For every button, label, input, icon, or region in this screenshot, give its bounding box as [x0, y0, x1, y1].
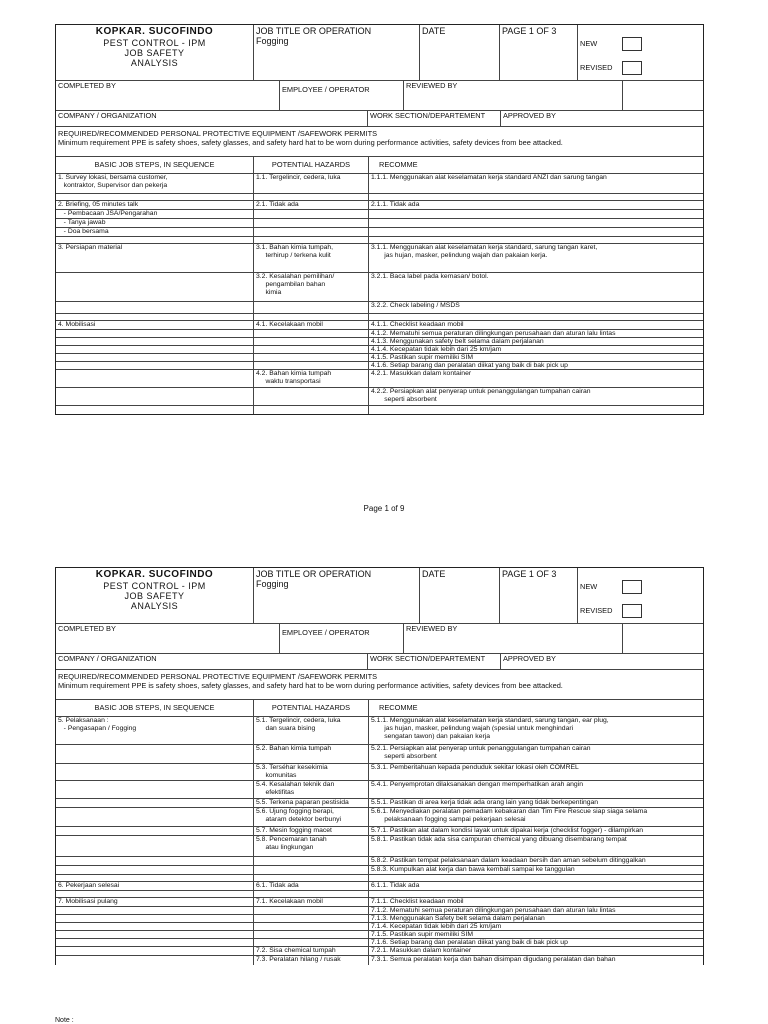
form-header [56, 25, 703, 81]
table-row [56, 244, 703, 273]
hazard-cell: 2.1. Tidak ada [254, 201, 369, 209]
column-headers [56, 157, 703, 174]
hazard-cell: 5.4. Kesalahan teknik dan efektifitas [254, 781, 369, 798]
jsa-rows [56, 717, 703, 965]
recommendation-cell: 7.1.4. Kecepatan tidak lebih dari 25 km/jam [371, 923, 502, 930]
hazard-cell [254, 939, 369, 946]
table-row [56, 302, 703, 314]
hazard-cell [254, 194, 369, 200]
hazard-cell [254, 314, 369, 320]
job-step-cell [56, 764, 254, 780]
recommendation-cell: 3.2.2. Check labeling / MSDS [371, 302, 460, 309]
job-step-cell [56, 302, 254, 313]
recommendation-cell: 7.2.1. Masukkan dalam kontainer [371, 947, 472, 954]
table-row [56, 799, 703, 808]
hazard-cell [254, 875, 369, 881]
job-step-cell [56, 931, 254, 938]
doc-title-1: JOB SAFETY [124, 590, 185, 601]
employee-operator: EMPLOYEE / OPERATOR [280, 81, 404, 110]
hazard-cell: 5.1. Tergelincir, cedera, luka dan suara bising [254, 717, 369, 744]
doc-title-2: ANALYSIS [130, 58, 179, 69]
job-step-cell [56, 915, 254, 922]
hazard-cell [254, 931, 369, 938]
job-step-cell [56, 237, 254, 243]
table-row [56, 857, 703, 866]
approved-by: APPROVED BY [503, 654, 556, 663]
hazard-cell [254, 302, 369, 313]
job-step-cell [56, 406, 254, 414]
table-row [56, 956, 703, 965]
company-name: KOPKAR. SUCOFINDO [95, 26, 214, 37]
recommendation-cell: 5.1.1. Menggunakan alat keselamatan kerja standard, sarung tangan, ear plug, jas hujan, masker, pelindung wajah (spesial untuk menghindari sengatan tawon) dan pakaian kerja [371, 717, 609, 740]
status-cell [578, 25, 703, 80]
job-step-cell [56, 907, 254, 914]
table-row [56, 201, 703, 210]
hazard-cell: 5.5. Terkena paparan pestisida [254, 799, 369, 807]
recommendation-cell [369, 194, 703, 200]
recommendation-cell: 4.2.1. Masukkan dalam kontainer [371, 370, 472, 377]
table-row [56, 745, 703, 764]
table-row [56, 947, 703, 956]
company-name: KOPKAR. SUCOFINDO [95, 569, 214, 580]
signoff-row [56, 624, 703, 654]
hazard-cell [254, 228, 369, 236]
new-label: NEW [580, 38, 598, 48]
recommendation-cell: 5.3.1. Pemberitahuan kepada penduduk sekitar lokasi oleh COMREL [371, 764, 579, 771]
recommendation-cell: 4.1.2. Mematuhi semua peraturan dilingkungan perusahaan dan aturan lalu lintas [371, 330, 616, 337]
hazard-cell [254, 362, 369, 369]
job-step-cell: 1. Survey lokasi, bersama customer, kontraktor, Supervisor dan pekerja [56, 174, 254, 193]
hazard-cell [254, 330, 369, 337]
table-row [56, 875, 703, 882]
jsa-form-1 [55, 24, 704, 415]
table-row [56, 194, 703, 201]
revised-label: REVISED [580, 605, 613, 615]
recommendation-cell: 7.1.3. Menggunakan Safety belt selama dalam perjalanan [371, 915, 545, 922]
hazard-cell: 4.2. Bahan kimia tumpah waktu transportasi [254, 370, 369, 387]
employee-operator: EMPLOYEE / OPERATOR [280, 624, 404, 653]
table-row [56, 836, 703, 857]
table-row [56, 354, 703, 362]
recommendation-cell: 5.5.1. Pastikan di area kerja tidak ada orang lain yang tidak berkepentingan [371, 799, 599, 806]
job-step-cell [56, 875, 254, 881]
job-step-cell: - Doa bersama [56, 228, 254, 236]
job-step-cell [56, 781, 254, 798]
work-section: WORK SECTION/DEPARTEMENT [368, 654, 501, 669]
work-section: WORK SECTION/DEPARTEMENT [368, 111, 501, 126]
recommendation-cell: 3.1.1. Menggunakan alat keselamatan kerja standard, sarung tangan karet, jas hujan, masker, pelindung wajah dan pakaian kerja. [371, 244, 598, 259]
job-step-cell [56, 923, 254, 930]
form-header [56, 568, 703, 624]
hazard-cell: 3.2. Kesalahan pemilihan/ pengambilan bahan kimia [254, 273, 369, 301]
table-row [56, 827, 703, 836]
hazard-cell: 5.7. Mesin fogging macet [254, 827, 369, 835]
table-row [56, 406, 703, 414]
signoff-blank [623, 624, 703, 653]
hazard-cell [254, 346, 369, 353]
col-recommend: RECOMME [379, 160, 418, 169]
hazard-cell: 4.1. Kecelakaan mobil [254, 321, 369, 329]
revised-label: REVISED [580, 62, 613, 72]
company-organization: COMPANY / ORGANIZATION [56, 654, 368, 669]
table-row [56, 346, 703, 354]
recommendation-cell: 4.1.1. Checklist keadaan mobil [371, 321, 464, 328]
job-step-cell [56, 194, 254, 200]
table-row [56, 273, 703, 302]
job-step-cell: 4. Mobilisasi [56, 321, 254, 329]
recommendation-cell: 2.1.1. Tidak ada [371, 201, 420, 208]
table-row [56, 931, 703, 939]
job-step-cell: - Tanya jawab [56, 219, 254, 227]
hazard-cell: 5.2. Bahan kimia tumpah [254, 745, 369, 763]
hazard-cell [254, 406, 369, 414]
job-title-label: JOB TITLE OR OPERATION [256, 569, 372, 579]
recommendation-cell [369, 219, 703, 227]
col-hazards: POTENTIAL HAZARDS [254, 157, 369, 173]
job-step-cell [56, 857, 254, 865]
table-row [56, 210, 703, 219]
job-step-cell [56, 866, 254, 874]
ppe-text: Minimum requirement PPE is safety shoes, safety glasses, and safety hard hat to be worn during performance activities, safety devices from bee attacked. [58, 137, 563, 147]
date-cell [420, 25, 500, 80]
hazard-cell: 5.6. Ujung fogging berapi, ataram detektor berbunyi [254, 808, 369, 826]
job-step-cell: 6. Pekerjaan selesai [56, 882, 254, 890]
table-row [56, 891, 703, 898]
new-checkbox[interactable] [622, 37, 642, 51]
job-step-cell [56, 827, 254, 835]
table-row [56, 866, 703, 875]
table-row [56, 923, 703, 931]
department: PEST CONTROL - IPM [103, 37, 206, 48]
ppe-label: REQUIRED/RECOMMENDED PERSONAL PROTECTIVE EQUIPMENT /SAFEWORK PERMITS [58, 129, 378, 138]
table-row [56, 228, 703, 237]
date-cell [420, 568, 500, 623]
job-step-cell [56, 314, 254, 320]
job-step-cell: - Pembacaan JSA/Pengarahan [56, 210, 254, 218]
job-step-cell [56, 799, 254, 807]
table-row [56, 717, 703, 745]
recommendation-cell [369, 228, 703, 236]
table-row [56, 764, 703, 781]
job-title-value: Fogging [256, 36, 289, 47]
reviewed-by: REVIEWED BY [404, 81, 623, 110]
doc-title-1: JOB SAFETY [124, 47, 185, 58]
job-step-cell [56, 362, 254, 369]
job-title-cell [254, 568, 420, 623]
hazard-cell: 7.3. Peralatan hilang / rusak [254, 956, 369, 965]
ppe-row [56, 127, 703, 157]
hazard-cell: 5.8. Pencemaran tanah atau lingkungan [254, 836, 369, 856]
hazard-cell [254, 219, 369, 227]
ppe-label: REQUIRED/RECOMMENDED PERSONAL PROTECTIVE EQUIPMENT /SAFEWORK PERMITS [58, 672, 378, 681]
recommendation-cell: 7.3.1. Semua peralatan kerja dan bahan disimpan digudang peralatan dan bahan [371, 956, 616, 963]
job-step-cell: 2. Briefing, 05 minutes talk [56, 201, 254, 209]
job-step-cell: 5. Pelaksanaan : - Pengasapan / Fogging [56, 717, 254, 744]
department: PEST CONTROL - IPM [103, 580, 206, 591]
org-row [56, 111, 703, 127]
jsa-form-2 [55, 567, 704, 965]
company-block [56, 25, 254, 80]
recommendation-cell: 6.1.1. Tidak ada [371, 882, 420, 889]
recommendation-cell: 4.1.6. Setiap barang dan peralatan diikat yang baik di bak pick up [371, 362, 568, 369]
table-row [56, 915, 703, 923]
hazard-cell [254, 891, 369, 897]
completed-by: COMPLETED BY [56, 81, 280, 110]
hazard-cell [254, 338, 369, 345]
hazard-cell [254, 354, 369, 361]
job-title-cell [254, 25, 420, 80]
hazard-cell [254, 210, 369, 218]
hazard-cell: 5.3. Terséhar kesekimia komunitas [254, 764, 369, 780]
completed-by: COMPLETED BY [56, 624, 280, 653]
ppe-row [56, 670, 703, 700]
page-label: PAGE 1 OF 3 [502, 26, 557, 36]
job-step-cell [56, 947, 254, 955]
job-step-cell [56, 388, 254, 405]
col-hazards: POTENTIAL HAZARDS [254, 700, 369, 716]
table-row [56, 808, 703, 827]
recommendation-cell: 5.4.1. Penyemprotan dilaksanakan dengan memperhatikan arah angin [371, 781, 583, 788]
hazard-cell [254, 866, 369, 874]
recommendation-cell: 4.2.2. Persiapkan alat penyerap untuk penanggulangan tumpahan cairan seperti absorbent [371, 388, 591, 403]
hazard-cell [254, 907, 369, 914]
recommendation-cell: 5.7.1. Pastikan alat dalam kondisi layak untuk dipakai kerja (checklist fogger) - dilampirkan [371, 827, 644, 834]
col-job-steps: BASIC JOB STEPS, IN SEQUENCE [56, 700, 254, 716]
hazard-cell [254, 915, 369, 922]
reviewed-by: REVIEWED BY [404, 624, 623, 653]
recommendation-cell: 3.2.1. Baca label pada kemasan/ botol. [371, 273, 489, 280]
table-row [56, 321, 703, 330]
recommendation-cell: 7.1.6. Setiap barang dan peralatan diikat yang baik di bak pick up [371, 939, 568, 946]
status-cell [578, 568, 703, 623]
recommendation-cell [369, 314, 703, 320]
table-row [56, 174, 703, 194]
page-footer: Page 1 of 9 [363, 504, 405, 513]
job-step-cell [56, 273, 254, 301]
company-block [56, 568, 254, 623]
recommendation-cell: 4.1.3. Menggunakan safety belt selama dalam perjalanan [371, 338, 544, 345]
page-cell [500, 568, 578, 623]
recommendation-cell [369, 891, 703, 897]
job-step-cell [56, 354, 254, 361]
signoff-blank [623, 81, 703, 110]
revised-checkbox[interactable] [622, 61, 642, 75]
hazard-cell [254, 388, 369, 405]
hazard-cell: 6.1. Tidak ada [254, 882, 369, 890]
job-step-cell [56, 330, 254, 337]
table-row [56, 939, 703, 947]
col-job-steps: BASIC JOB STEPS, IN SEQUENCE [56, 157, 254, 173]
new-checkbox[interactable] [622, 580, 642, 594]
new-label: NEW [580, 581, 598, 591]
job-step-cell [56, 891, 254, 897]
job-step-cell: 7. Mobilisasi pulang [56, 898, 254, 906]
table-row [56, 338, 703, 346]
table-row [56, 882, 703, 891]
table-row [56, 370, 703, 388]
recommendation-cell: 7.1.2. Mematuhi semua peraturan dilingkungan perusahaan dan aturan lalu lintas [371, 907, 616, 914]
table-row [56, 219, 703, 228]
table-row [56, 898, 703, 907]
date-label: DATE [422, 26, 446, 36]
hazard-cell [254, 857, 369, 865]
recommendation-cell: 5.2.1. Persiapkan alat penyerap untuk penanggulangan tumpahan cairan seperti absorbent [371, 745, 591, 760]
revised-checkbox[interactable] [622, 604, 642, 618]
col-recommend: RECOMME [379, 703, 418, 712]
recommendation-cell: 7.1.5. Pastikan supir memiliki SIM [371, 931, 473, 938]
ppe-text: Minimum requirement PPE is safety shoes, safety glasses, and safety hard hat to be worn during performance activities, safety devices from bee attacked. [58, 680, 563, 690]
date-label: DATE [422, 569, 446, 579]
recommendation-cell: 1.1.1. Menggunakan alat keselamatan kerja standard ANZI dan sarung tangan [371, 174, 607, 181]
column-headers [56, 700, 703, 717]
recommendation-cell: 5.6.1. Menyediakan peralatan pemadam kebakaran dan Tim Fire Rescue siap siaga selama pelaksanaan fogging sampai pekerjaan selesai [371, 808, 648, 823]
table-row [56, 362, 703, 370]
table-row [56, 314, 703, 321]
recommendation-cell: 7.1.1. Checklist keadaan mobil [371, 898, 464, 905]
recommendation-cell [369, 875, 703, 881]
hazard-cell [254, 237, 369, 243]
job-step-cell [56, 745, 254, 763]
hazard-cell [254, 923, 369, 930]
signoff-row [56, 81, 703, 111]
table-row [56, 330, 703, 338]
job-step-cell [56, 338, 254, 345]
job-step-cell [56, 939, 254, 946]
doc-title-2: ANALYSIS [130, 601, 179, 612]
recommendation-cell: 5.8.2. Pastikan tempat pelaksanaan dalam keadaan bersih dan aman sebelum ditinggalkan [371, 857, 646, 864]
job-step-cell [56, 370, 254, 387]
job-step-cell [56, 808, 254, 826]
recommendation-cell: 5.8.1. Pastikan tidak ada sisa campuran chemical yang dibuang disembarang tempat [371, 836, 627, 843]
recommendation-cell [369, 406, 703, 414]
recommendation-cell [369, 210, 703, 218]
recommendation-cell [369, 237, 703, 243]
table-row [56, 237, 703, 244]
job-title-label: JOB TITLE OR OPERATION [256, 26, 372, 36]
job-step-cell [56, 346, 254, 353]
recommendation-cell: 5.8.3. Kumpulkan alat kerja dan bawa kembali sampai ke tanggulan [371, 866, 575, 873]
page-cell [500, 25, 578, 80]
job-step-cell [56, 836, 254, 856]
table-row [56, 388, 703, 406]
table-row [56, 781, 703, 799]
job-title-value: Fogging [256, 579, 289, 590]
job-step-cell: 3. Persiapan material [56, 244, 254, 272]
page-label: PAGE 1 OF 3 [502, 569, 557, 579]
job-step-cell [56, 956, 254, 965]
hazard-cell: 1.1. Tergelincir, cedera, luka [254, 174, 369, 193]
org-row [56, 654, 703, 670]
recommendation-cell: 4.1.5. Pastikan supir memiliki SIM [371, 354, 473, 361]
hazard-cell: 7.1. Kecelakaan mobil [254, 898, 369, 906]
company-organization: COMPANY / ORGANIZATION [56, 111, 368, 126]
hazard-cell: 3.1. Bahan kimia tumpah, terhirup / terkena kulit [254, 244, 369, 272]
note-label: Note : [55, 1017, 74, 1024]
approved-by: APPROVED BY [503, 111, 556, 120]
recommendation-cell: 4.1.4. Kecepatan tidak lebih dari 25 km/jam [371, 346, 502, 353]
table-row [56, 907, 703, 915]
jsa-rows [56, 174, 703, 414]
hazard-cell: 7.2. Sisa chemical tumpah [254, 947, 369, 955]
